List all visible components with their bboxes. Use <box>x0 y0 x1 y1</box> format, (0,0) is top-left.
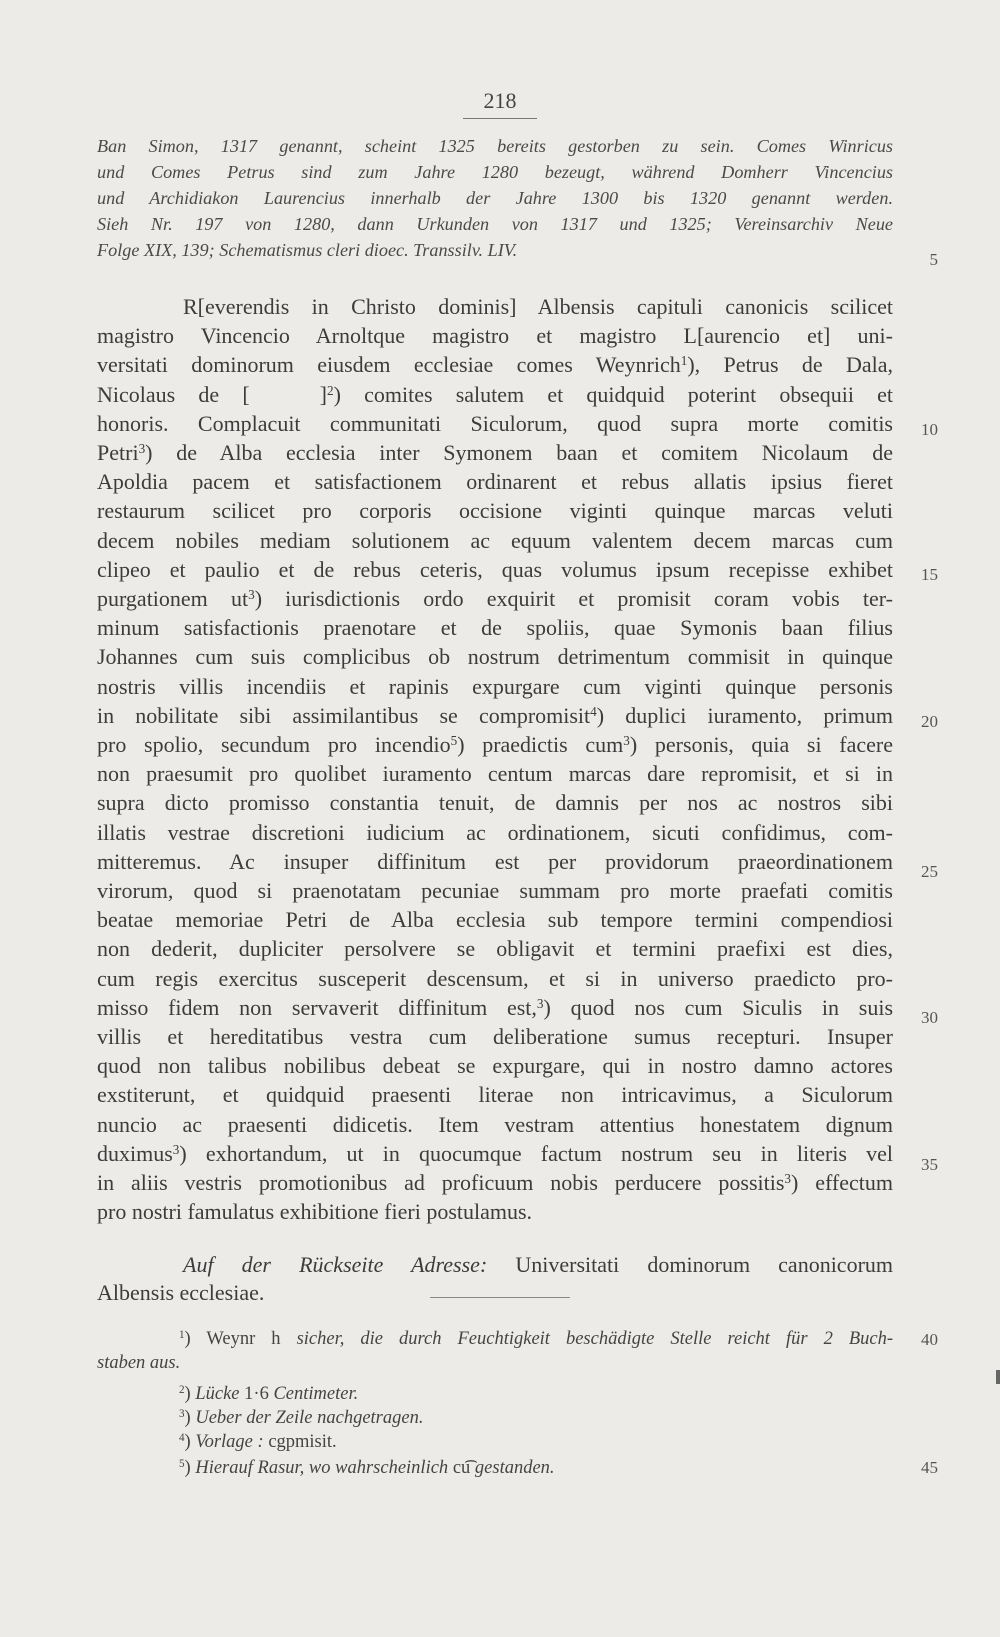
page-number: 218 <box>483 88 517 113</box>
charter-line: mitteremus. Ac insuper diffinitum est per providorum praeordinationem <box>97 848 893 874</box>
line-number: 35 <box>921 1155 938 1174</box>
charter-line: virorum, quod si praenotatam pecuniae summam pro morte praefati comitis <box>97 878 893 903</box>
charter-line: villis et hereditatibus vestra cum deliberatione sumus recepturi. Insuper <box>97 1024 893 1049</box>
charter-line: beatae memoriae Petri de Alba ecclesia sub tempore termini compendiosi <box>97 907 893 933</box>
charter-line: misso fidem non servaverit diffinitum est,$^3$) quod nos cum Siculis in suis <box>97 994 894 1020</box>
footnote-1: $^1$) Weynr h sicher, die durch Feuchtigkeit beschädigte Stelle reicht für 2 Buch- <box>179 1328 894 1349</box>
charter-line: Apoldia pacem et satisfactionem ordinarent et rebus allatis ipsius fieret <box>97 469 893 495</box>
line-number: 45 <box>921 1458 938 1477</box>
charter-line: minum satisfactionis praenotare et de spoliis, quae Symonis baan filius <box>97 615 893 641</box>
footnote-2: $^2$) Lücke 1·6 Centimeter. <box>179 1383 359 1404</box>
intro-line: Folge XIX, 139; Schematismus cleri dioec. Transsilv. LIV. <box>97 240 518 260</box>
charter-line: quod non talibus nobilibus debeat se expurgare, qui in nostro damno actores <box>97 1053 893 1079</box>
charter-line: Johannes cum suis complicibus ob nostrum detrimentum commisit in quinque <box>97 644 893 670</box>
charter-line: versitati dominorum eiusdem ecclesiae comes Weynrich$^1$), Petrus de Dala, <box>97 352 893 378</box>
charter-line: nuncio ac praesenti didicetis. Item vestram attentius honestatem dignum <box>97 1111 893 1137</box>
line-number: 10 <box>921 420 938 439</box>
line-number: 15 <box>921 565 938 584</box>
line-number: 30 <box>921 1008 938 1027</box>
charter-line: purgationem $ut^3$) iurisdictionis ordo exquirit et promisit coram vobis ter- <box>97 586 893 611</box>
charter-line: pro spolio, secundum pro incendio$^5$) praedictis cum$^3$) personis, quia si facere <box>97 732 893 757</box>
charter-line: Petri$^3$) de Alba ecclesia inter Symonem baan et comitem Nicolaum de <box>97 440 893 465</box>
intro-line: Ban Simon, 1317 genannt, scheint 1325 bereits gestorben zu sein. Comes Winricus <box>97 136 893 156</box>
line-number: 25 <box>921 862 938 881</box>
page-edge-mark <box>996 1370 1000 1384</box>
charter-line: supra dicto promisso constantia tenuit, de damnis per nos ac nostros sibi <box>97 790 893 816</box>
charter-line: R[everendis in Christo dominis] Albensis capituli canonicis scilicet <box>183 294 893 319</box>
endorsement-label: Auf der Rückseite Adresse: <box>183 1252 488 1277</box>
charter-line: illatis vestrae discretioni iudicium ac ordinationem, sicuti confidimus, com- <box>97 819 893 845</box>
footnote-rule <box>430 1297 570 1298</box>
charter-line: pro nostri famulatus exhibitione fieri postulamus. <box>97 1199 533 1225</box>
page-number-rule <box>463 118 537 119</box>
charter-line: in aliis vestris promotionibus ad proficuum nobis perducere possitis$^3$) effectum <box>97 1170 893 1195</box>
charter-line: decem nobiles mediam solutionem ac equum valentem decem marcas cum <box>97 527 893 553</box>
charter-line: non dederit, dupliciter persolvere se obligavit et termini praefixi est dies, <box>97 936 893 962</box>
charter-line: magistro Vincencio Arnoltque magistro et magistro L[aurencio et] uni- <box>97 323 893 349</box>
charter-line: clipeo et paulio et de rebus ceteris, quas volumus ipsum recepisse exhibet <box>97 556 893 582</box>
intro-line: und Archidiakon Laurencius innerhalb der Jahre 1300 bis 1320 genannt werden. <box>97 188 893 208</box>
line-number: 40 <box>921 1330 938 1349</box>
footnote-5: $^5$) Hierauf Rasur, wo wahrscheinlich cu͡ gestanden. <box>179 1457 555 1478</box>
charter-line: duximus$^3$) exhortandum, ut in quocumque factum nostrum seu in literis vel <box>97 1140 893 1166</box>
charter-line: honoris. Complacuit communitati Siculorum, quod supra morte comitis <box>97 410 893 436</box>
charter-line: exstiterunt, et quidquid praesenti literae non intricavimus, a Siculorum <box>97 1082 893 1108</box>
intro-line: und Comes Petrus sind zum Jahre 1280 bezeugt, während Domherr Vincencius <box>97 162 893 182</box>
footnote-4: $^4$) Vorlage : cgpmisit. <box>179 1431 337 1452</box>
footnote-1-cont: staben aus. <box>97 1353 181 1373</box>
footnote-3: $^3$) Ueber der Zeile nachgetragen. <box>179 1407 424 1428</box>
charter-line: Nicolaus de [ ]$^2$) comites salutem et quidquid poterint obsequii et <box>97 381 894 407</box>
endorsement-address: Universitati dominorum canonicorum <box>515 1252 894 1277</box>
charter-line: restaurum scilicet pro corporis occisione viginti quinque marcas veluti <box>97 498 893 524</box>
line-number: 5 <box>929 250 938 269</box>
charter-line: cum regis exercitus susceperit descensum, et si in universo praedicto pro- <box>97 965 893 991</box>
charter-line: non praesumit pro quolibet iuramento centum marcas dare repromisit, et si in <box>97 761 893 787</box>
intro-line: Sieh Nr. 197 von 1280, dann Urkunden von 1317 und 1325; Vereinsarchiv Neue <box>97 214 893 234</box>
endorsement-address-cont: Albensis ecclesiae. <box>97 1280 265 1305</box>
line-number: 20 <box>921 712 938 731</box>
charter-line: nostris villis incendiis et rapinis expurgare cum viginti quinque personis <box>97 673 893 699</box>
charter-line: in nobilitate sibi assimilantibus se compromisit$^4$) duplici iuramento, primum <box>97 702 893 728</box>
